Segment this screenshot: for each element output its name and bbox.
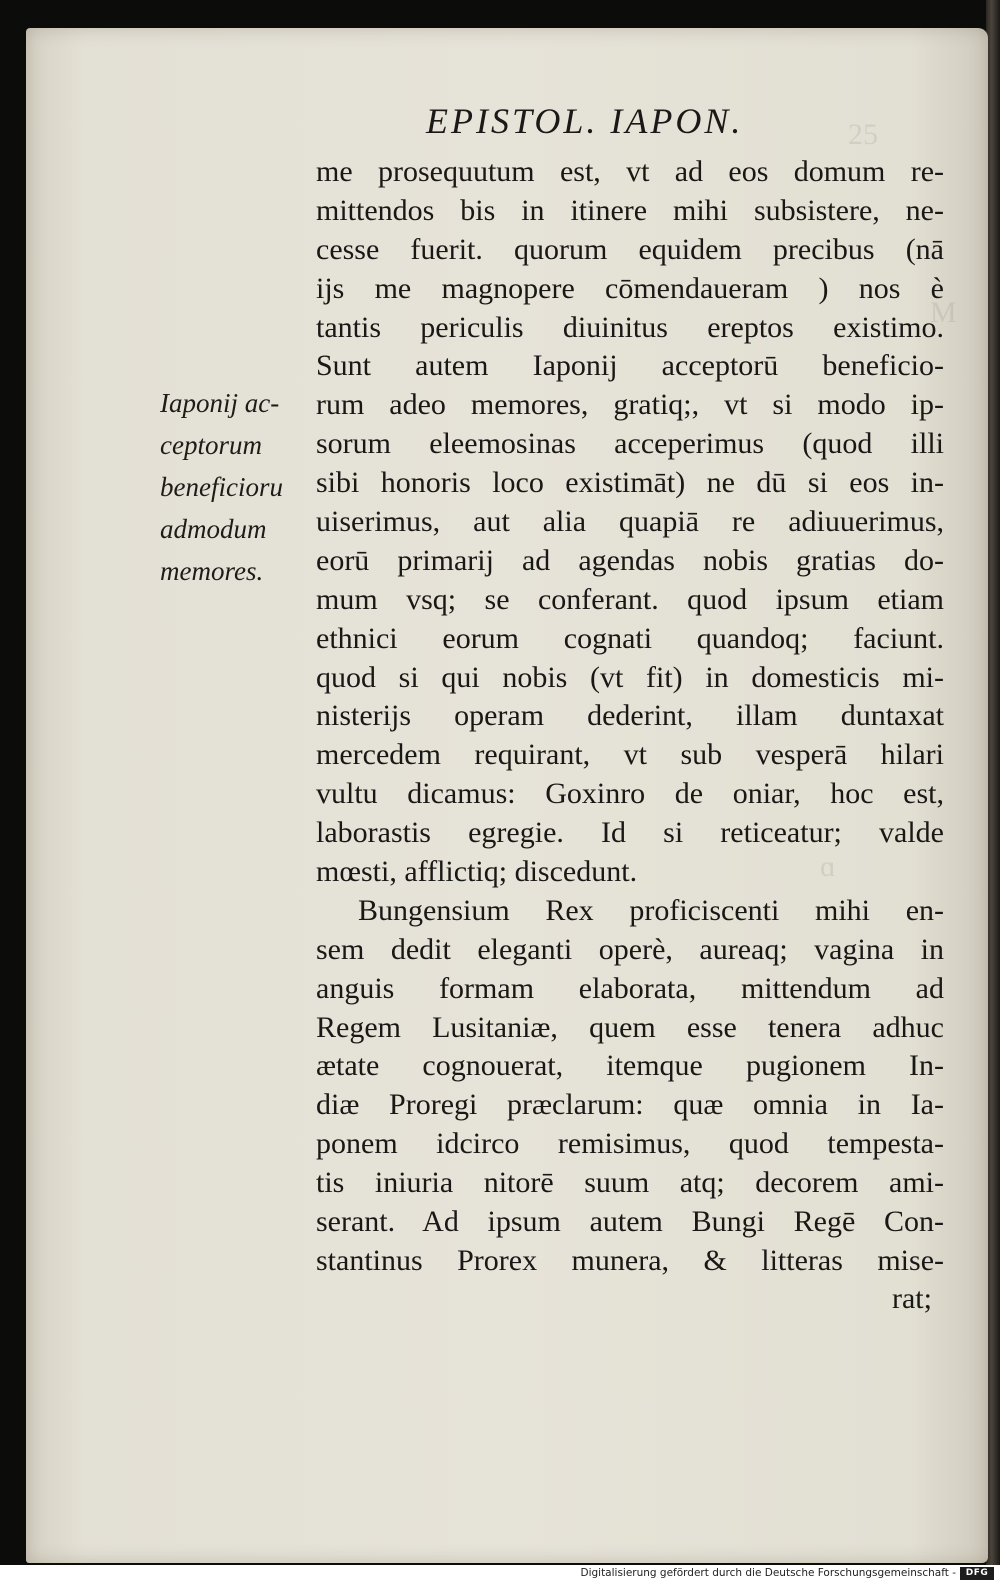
marginal-note — [160, 382, 310, 592]
body-line: ponem idcirco remisimus, quod tempesta- — [316, 1127, 944, 1161]
footer-credit-text: Digitalisierung gefördert durch die Deutsche Forschungsgemeinschaft - — [580, 1567, 956, 1579]
body-line: ijs me magnopere cōmendaueram ) nos è — [316, 271, 944, 305]
dfg-logo: DFG — [960, 1567, 994, 1580]
marginal-note-line: Iaponij ac- — [160, 388, 280, 418]
marginal-note-line: memores. — [160, 556, 264, 586]
body-line: sem dedit eleganti operè, aureaq; vagina in — [316, 932, 944, 966]
body-line: mum vsq; se conferant. quod ipsum etiam — [316, 582, 944, 616]
body-line: mittendos bis in itinere mihi subsistere, ne- — [316, 193, 944, 227]
body-line: quod si qui nobis (vt fit) in domesticis mi- — [316, 660, 944, 694]
body-line: tantis periculis diuinitus ereptos existimo. — [316, 310, 944, 344]
body-line: stantinus Prorex munera, & litteras mise- — [316, 1243, 944, 1277]
body-line: tis iniuria nitorē suum atq; decorem ami- — [316, 1166, 944, 1200]
show-through-mark: M — [930, 296, 957, 329]
body-line: mœsti, afflictiq; discedunt. — [316, 855, 638, 889]
marginal-note-line: admodum — [160, 514, 267, 544]
body-text-block — [316, 153, 944, 1281]
body-line: sibi honoris loco existimāt) ne dū si eos in- — [316, 466, 944, 500]
body-line: diæ Proregi præclarum: quæ omnia in Ia- — [316, 1088, 944, 1122]
body-line: Regem Lusitaniæ, quem esse tenera adhuc — [316, 1010, 944, 1044]
body-line: me prosequutum est, vt ad eos domum re- — [316, 155, 944, 188]
body-line: nisterijs operam dederint, illam duntaxat — [316, 699, 944, 733]
catchword: rat; — [892, 1282, 932, 1315]
body-line: Sunt autem Iaponij acceptorū beneficio- — [316, 349, 944, 383]
body-line: cesse fuerit. quorum equidem precibus (nā — [316, 232, 944, 266]
body-line: ethnici eorum cognati quandoq; faciunt. — [316, 621, 944, 655]
body-line: anguis formam elaborata, mittendum ad — [316, 971, 944, 1005]
body-line: sorum eleemosinas acceperimus (quod illi — [316, 427, 944, 461]
body-line: serant. Ad ipsum autem Bungi Regē Con- — [316, 1205, 944, 1239]
body-line: mercedem requirant, vt sub vesperā hilari — [316, 738, 944, 772]
show-through-mark: 25 — [848, 118, 878, 151]
running-head: EPISTOL. IAPON. — [426, 101, 744, 141]
body-line: rum adeo memores, gratiq;, vt si modo ip- — [316, 388, 944, 422]
body-line: laborastis egregie. Id si reticeatur; valde — [316, 816, 944, 850]
marginal-note-line: beneficioru — [160, 472, 283, 502]
body-line: ætate cognouerat, itemque pugionem In- — [316, 1049, 944, 1083]
body-line: uiserimus, aut alia quapiā re adiuuerimus, — [316, 505, 944, 539]
marginal-note-line: ceptorum — [160, 430, 262, 460]
show-through-mark: ɑ — [820, 850, 836, 883]
body-line: Bungensium Rex proficiscenti mihi en- — [358, 893, 944, 927]
body-line: eorū primarij ad agendas nobis gratias do- — [316, 543, 944, 577]
book-edge — [986, 0, 1000, 1565]
body-line: vultu dicamus: Goxinro de oniar, hoc est, — [316, 777, 944, 811]
